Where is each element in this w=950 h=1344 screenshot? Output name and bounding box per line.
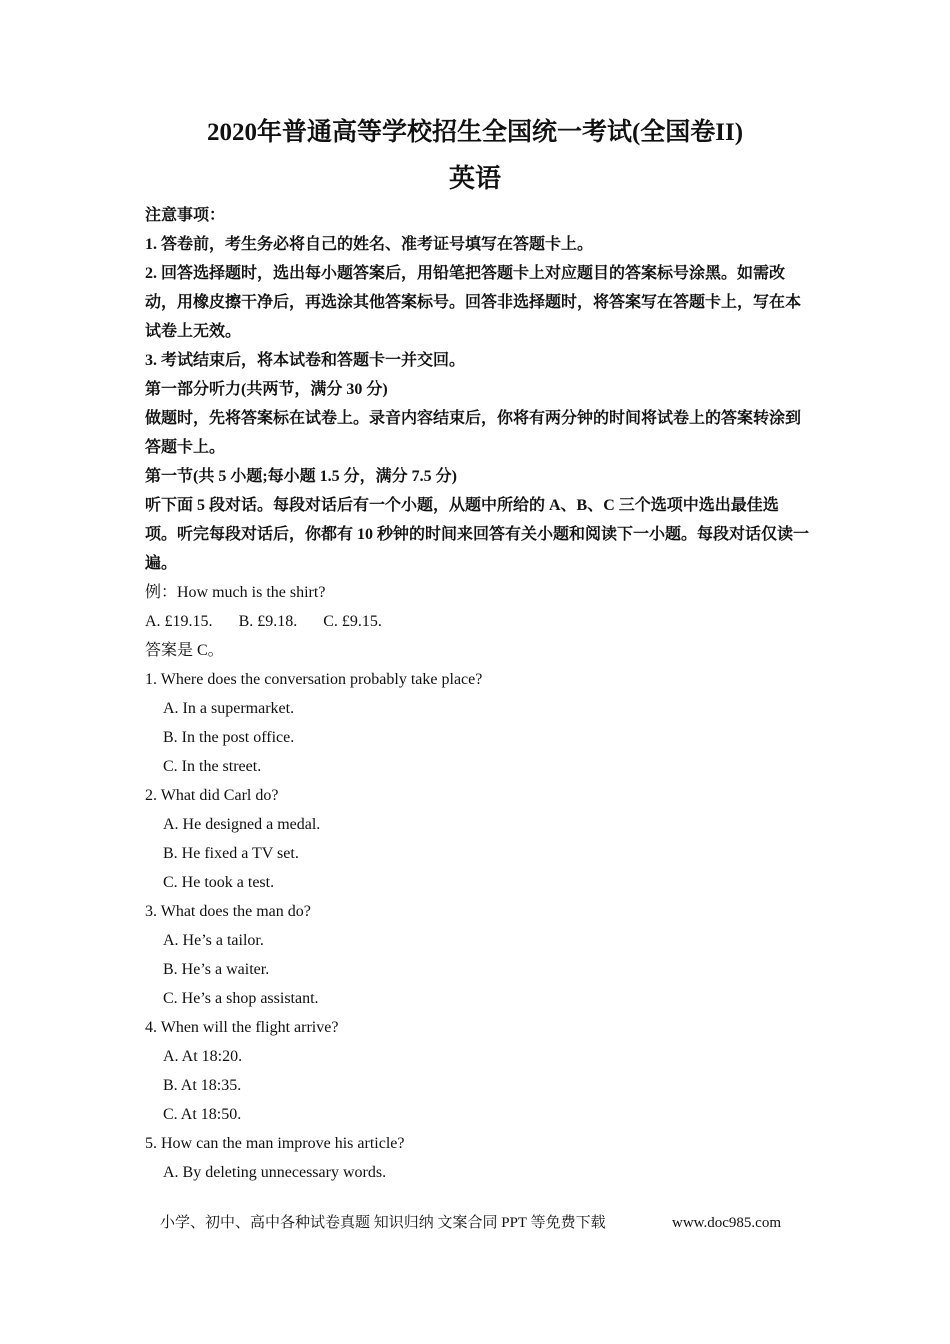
question-4: 4. When will the flight arrive?: [145, 1019, 339, 1036]
question-1-option-b: B. In the post office.: [163, 729, 295, 746]
notice-heading: 注意事项：: [145, 207, 226, 224]
footer-text: 小学、初中、高中各种试卷真题 知识归纳 文案合同 PPT 等免费下载: [160, 1215, 606, 1231]
question-2-option-a: A. He designed a medal.: [163, 816, 321, 833]
question-5: 5. How can the man improve his article?: [145, 1135, 405, 1152]
example-option-c: C. £9.15.: [323, 613, 382, 630]
question-1: 1. Where does the conversation probably take place?: [145, 671, 483, 688]
part1-heading: 第一部分听力(共两节，满分 30 分): [145, 381, 388, 398]
footer-url[interactable]: www.doc985.com: [672, 1215, 782, 1231]
question-4-option-c: C. At 18:50.: [163, 1106, 242, 1123]
question-2: 2. What did Carl do?: [145, 787, 279, 804]
question-3-option-b: B. He’s a waiter.: [163, 961, 270, 978]
notice-item-3: 3. 考试结束后，将本试卷和答题卡一并交回。: [145, 352, 466, 369]
question-5-option-a: A. By deleting unnecessary words.: [163, 1164, 387, 1181]
part1-instruction: 做题时，先将答案标在试卷上。录音内容结束后，你将有两分钟的时间将试卷上的答案转涂到答题卡上。: [145, 410, 802, 456]
example-option-b: B. £9.18.: [238, 613, 298, 630]
section1-instruction: 听下面 5 段对话。每段对话后有一个小题，从题中所给的 A、B、C 三个选项中选出最佳选项。听完每段对话后，你都有 10 秒钟的时间来回答有关小题和阅读下一小题。每段对话仅读一遍。: [145, 497, 810, 572]
question-2-option-c: C. He took a test.: [163, 874, 275, 891]
example-question: 例：How much is the shirt?: [145, 584, 326, 601]
example-answer: 答案是 C。: [145, 642, 224, 659]
question-1-option-a: A. In a supermarket.: [163, 700, 295, 717]
question-3: 3. What does the man do?: [145, 903, 311, 920]
notice-item-1: 1. 答卷前，考生务必将自己的姓名、准考证号填写在答题卡上。: [145, 236, 594, 253]
example-option-a: A. £19.15.: [145, 613, 213, 630]
example-options: [145, 607, 810, 636]
section1-heading: 第一节(共 5 小题;每小题 1.5 分，满分 7.5 分): [145, 468, 457, 485]
question-4-option-b: B. At 18:35.: [163, 1077, 242, 1094]
notice-item-2: 2. 回答选择题时，选出每小题答案后，用铅笔把答题卡上对应题目的答案标号涂黑。如需改动，用橡皮擦干净后，再选涂其他答案标号。回答非选择题时，将答案写在答题卡上，写在本试卷上无效。: [145, 265, 802, 340]
question-1-option-c: C. In the street.: [163, 758, 262, 775]
document-body: [145, 201, 810, 1187]
question-3-option-a: A. He’s a tailor.: [163, 932, 264, 949]
exam-subject: 英语: [448, 164, 501, 193]
question-2-option-b: B. He fixed a TV set.: [163, 845, 299, 862]
question-3-option-c: C. He’s a shop assistant.: [163, 990, 319, 1007]
page-footer: [160, 1211, 800, 1235]
exam-title: 2020年普通高等学校招生全国统一考试(全国卷II): [206, 119, 744, 146]
question-4-option-a: A. At 18:20.: [163, 1048, 243, 1065]
